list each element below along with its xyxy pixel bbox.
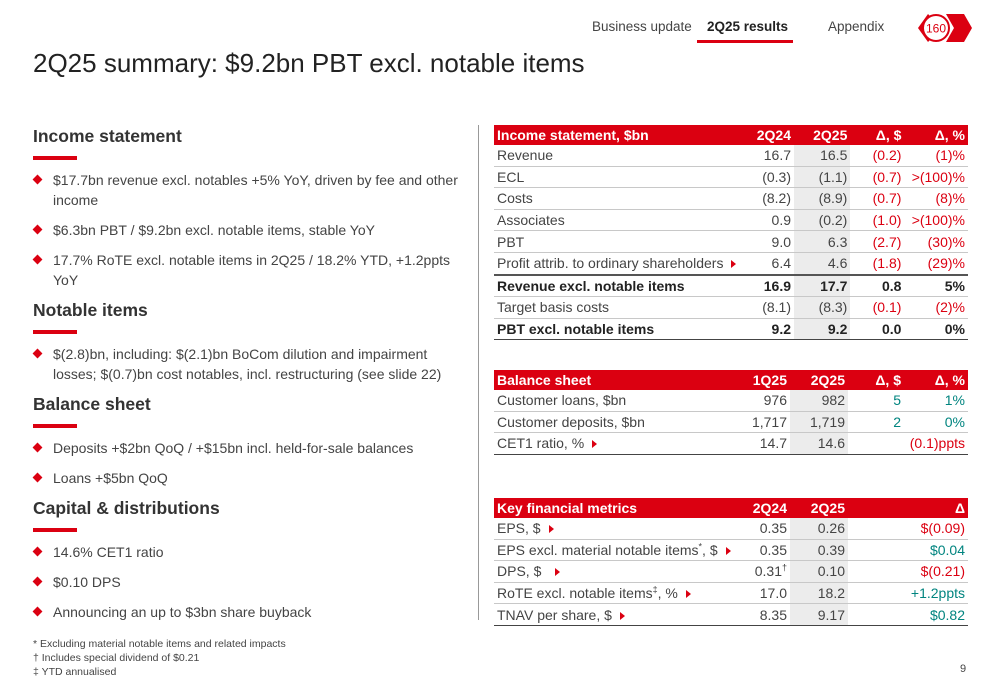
header-cell: 2Q24: [739, 125, 794, 145]
link-arrow-icon[interactable]: [555, 568, 560, 576]
table-cell: (8.1): [739, 297, 794, 319]
row-label: PBT: [494, 231, 739, 253]
header-cell: Δ, $: [848, 370, 904, 390]
table-cell: (8.9): [794, 188, 850, 210]
table-cell: (1.1): [794, 166, 850, 188]
diamond-bullet-icon: [33, 547, 43, 557]
hsbc-160-logo: [916, 10, 974, 46]
table-cell: 17.7: [794, 275, 850, 297]
table-row: [494, 539, 968, 561]
header-cell: Δ, %: [904, 125, 968, 145]
header-cell: 2Q25: [794, 125, 850, 145]
table-cell: 0.39: [790, 539, 848, 561]
balance-sheet-table: [494, 370, 968, 455]
table-header-row: [494, 498, 968, 518]
heading-accent-bar: [33, 424, 77, 428]
diamond-bullet-icon: [33, 349, 43, 359]
table-cell: 0.0: [850, 318, 904, 340]
table-row: [494, 231, 968, 253]
key-metrics-table: [494, 498, 968, 626]
row-label: Customer deposits, $bn: [494, 411, 734, 433]
table-cell: 9.0: [739, 231, 794, 253]
bullet-item: 14.6% CET1 ratio: [33, 542, 473, 562]
table-row: [494, 433, 968, 455]
table-cell: (0.1)ppts: [848, 433, 968, 455]
row-label[interactable]: EPS excl. material notable items*, $: [494, 539, 734, 561]
table-row: [494, 252, 968, 274]
table-cell: 16.9: [739, 275, 794, 297]
table-cell: 0.31†: [734, 561, 790, 583]
income-statement-table: [494, 125, 968, 340]
table-cell: (0.3): [739, 166, 794, 188]
table-cell: 0%: [904, 411, 968, 433]
row-label[interactable]: RoTE excl. notable items‡, %: [494, 582, 734, 604]
diamond-bullet-icon: [33, 577, 43, 587]
link-arrow-icon[interactable]: [592, 440, 597, 448]
footnote-marker: †: [781, 562, 787, 573]
table-cell: (1.8): [850, 252, 904, 274]
table-cell: 18.2: [790, 582, 848, 604]
table-cell: 9.2: [739, 318, 794, 340]
table-cell: (30)%: [904, 231, 968, 253]
section-income-statement: [33, 126, 473, 290]
table-row: [494, 518, 968, 539]
diamond-bullet-icon: [33, 225, 43, 235]
table-row: [494, 166, 968, 188]
section-notable-items: [33, 300, 473, 384]
column-divider: [478, 125, 479, 620]
header-cell: Δ, %: [904, 370, 968, 390]
table-cell: $0.04: [848, 539, 968, 561]
row-label: Target basis costs: [494, 297, 739, 319]
heading-accent-bar: [33, 528, 77, 532]
header-cell: 2Q25: [790, 370, 848, 390]
summary-column: [33, 126, 473, 632]
row-label: PBT excl. notable items: [494, 318, 739, 340]
link-arrow-icon[interactable]: [549, 525, 554, 533]
table-cell: 17.0: [734, 582, 790, 604]
table-cell: (8)%: [904, 188, 968, 210]
table-cell: (2.7): [850, 231, 904, 253]
table-header-row: [494, 370, 968, 390]
row-label[interactable]: Profit attrib. to ordinary shareholders: [494, 252, 739, 274]
table-cell: 0.9: [739, 209, 794, 231]
table-cell: 1,719: [790, 411, 848, 433]
logo-text: 160: [925, 21, 947, 36]
table-cell: $(0.21): [848, 561, 968, 583]
table-row: [494, 604, 968, 626]
table-cell: >(100)%: [904, 209, 968, 231]
row-label: Revenue excl. notable items: [494, 275, 739, 297]
link-arrow-icon[interactable]: [726, 547, 731, 555]
table-cell: >(100)%: [904, 166, 968, 188]
row-label[interactable]: EPS, $: [494, 518, 734, 539]
table-row: [494, 297, 968, 319]
footnote: ‡ YTD annualised: [33, 666, 117, 678]
table-cell: 0.10: [790, 561, 848, 583]
table-cell: 14.7: [734, 433, 790, 455]
diamond-bullet-icon: [33, 473, 43, 483]
table-cell: 6.3: [794, 231, 850, 253]
tab-business-update[interactable]: Business update: [592, 19, 692, 34]
diamond-bullet-icon: [33, 175, 43, 185]
diamond-bullet-icon: [33, 443, 43, 453]
table-cell: (0.2): [850, 145, 904, 166]
table-cell: (0.1): [850, 297, 904, 319]
tab-2q25-results[interactable]: 2Q25 results: [707, 19, 789, 34]
table-cell: 5: [848, 390, 904, 411]
table-cell: 0.35: [734, 539, 790, 561]
header-cell: Key financial metrics: [494, 498, 734, 518]
table-cell: 2: [848, 411, 904, 433]
table-cell: 0.35: [734, 518, 790, 539]
table-cell: 982: [790, 390, 848, 411]
section-balance-sheet: [33, 394, 473, 488]
table-cell: (0.7): [850, 166, 904, 188]
table-cell: 0.26: [790, 518, 848, 539]
row-label[interactable]: DPS, $: [494, 561, 734, 583]
table-row: [494, 188, 968, 210]
table-cell: 1%: [904, 390, 968, 411]
link-arrow-icon[interactable]: [620, 612, 625, 620]
table-cell: 6.4: [739, 252, 794, 274]
table-cell: +1.2ppts: [848, 582, 968, 604]
bullet-item: Deposits +$2bn QoQ / +$15bn incl. held-for-sale balances: [33, 438, 473, 458]
table-cell: (0.2): [794, 209, 850, 231]
tab-appendix[interactable]: Appendix: [828, 19, 885, 34]
row-label: Costs: [494, 188, 739, 210]
section-heading: Capital & distributions: [33, 498, 220, 518]
section-heading: Notable items: [33, 300, 148, 320]
row-label: Revenue: [494, 145, 739, 166]
footnote: † Includes special dividend of $0.21: [33, 652, 200, 664]
table-row: [494, 209, 968, 231]
row-label[interactable]: TNAV per share, $: [494, 604, 734, 626]
table-cell: 0%: [904, 318, 968, 340]
header-cell: Income statement, $bn: [494, 125, 739, 145]
table-cell: (8.3): [794, 297, 850, 319]
table-row: [494, 275, 968, 297]
table-cell: (2)%: [904, 297, 968, 319]
active-tab-indicator: [697, 40, 793, 43]
header-cell: 2Q24: [734, 498, 790, 518]
table-cell: 8.35: [734, 604, 790, 626]
table-row: [494, 145, 968, 166]
bullet-item: $0.10 DPS: [33, 572, 473, 592]
link-arrow-icon[interactable]: [686, 590, 691, 598]
table-cell: (1)%: [904, 145, 968, 166]
row-label[interactable]: CET1 ratio, %: [494, 433, 734, 455]
table-cell: 0.8: [850, 275, 904, 297]
row-label: ECL: [494, 166, 739, 188]
heading-accent-bar: [33, 330, 77, 334]
header-cell: Δ: [848, 498, 968, 518]
table-header-row: [494, 125, 968, 145]
diamond-bullet-icon: [33, 607, 43, 617]
table-cell: 1,717: [734, 411, 790, 433]
table-row: [494, 318, 968, 340]
footnotes: [33, 637, 286, 679]
table-cell: 5%: [904, 275, 968, 297]
table-cell: 16.7: [739, 145, 794, 166]
header-cell: Balance sheet: [494, 370, 734, 390]
header-cell: 2Q25: [790, 498, 848, 518]
table-cell: (29)%: [904, 252, 968, 274]
section-capital-distributions: [33, 498, 473, 622]
bullet-item: Announcing an up to $3bn share buyback: [33, 602, 473, 622]
heading-accent-bar: [33, 156, 77, 160]
table-cell: 4.6: [794, 252, 850, 274]
table-cell: $0.82: [848, 604, 968, 626]
page-title: 2Q25 summary: $9.2bn PBT excl. notable items: [33, 48, 585, 78]
footnote: * Excluding material notable items and related impacts: [33, 638, 286, 650]
header-cell: 1Q25: [734, 370, 790, 390]
table-cell: $(0.09): [848, 518, 968, 539]
table-cell: 9.17: [790, 604, 848, 626]
table-cell: (1.0): [850, 209, 904, 231]
table-row: [494, 561, 968, 583]
table-cell: 16.5: [794, 145, 850, 166]
table-cell: (8.2): [739, 188, 794, 210]
table-cell: 976: [734, 390, 790, 411]
diamond-bullet-icon: [33, 255, 43, 265]
bullet-item: $(2.8)bn, including: $(2.1)bn BoCom dilution and impairment losses; $(0.7)bn cost notables, incl. restructuring (see slide 22): [33, 344, 473, 384]
section-heading: Income statement: [33, 126, 182, 146]
link-arrow-icon[interactable]: [731, 260, 736, 268]
page-number: 9: [960, 663, 967, 675]
bullet-item: Loans +$5bn QoQ: [33, 468, 473, 488]
table-cell: 9.2: [794, 318, 850, 340]
row-label: Associates: [494, 209, 739, 231]
footnote-marker: *: [698, 541, 703, 552]
bullet-item: 17.7% RoTE excl. notable items in 2Q25 / 18.2% YTD, +1.2ppts YoY: [33, 250, 473, 290]
table-cell: (0.7): [850, 188, 904, 210]
table-row: [494, 390, 968, 411]
section-heading: Balance sheet: [33, 394, 151, 414]
bullet-item: $6.3bn PBT / $9.2bn excl. notable items, stable YoY: [33, 220, 473, 240]
header-cell: Δ, $: [850, 125, 904, 145]
table-row: [494, 411, 968, 433]
bullet-item: $17.7bn revenue excl. notables +5% YoY, driven by fee and other income: [33, 170, 473, 210]
footnote-marker: ‡: [652, 584, 658, 595]
table-cell: 14.6: [790, 433, 848, 455]
row-label: Customer loans, $bn: [494, 390, 734, 411]
table-row: [494, 582, 968, 604]
